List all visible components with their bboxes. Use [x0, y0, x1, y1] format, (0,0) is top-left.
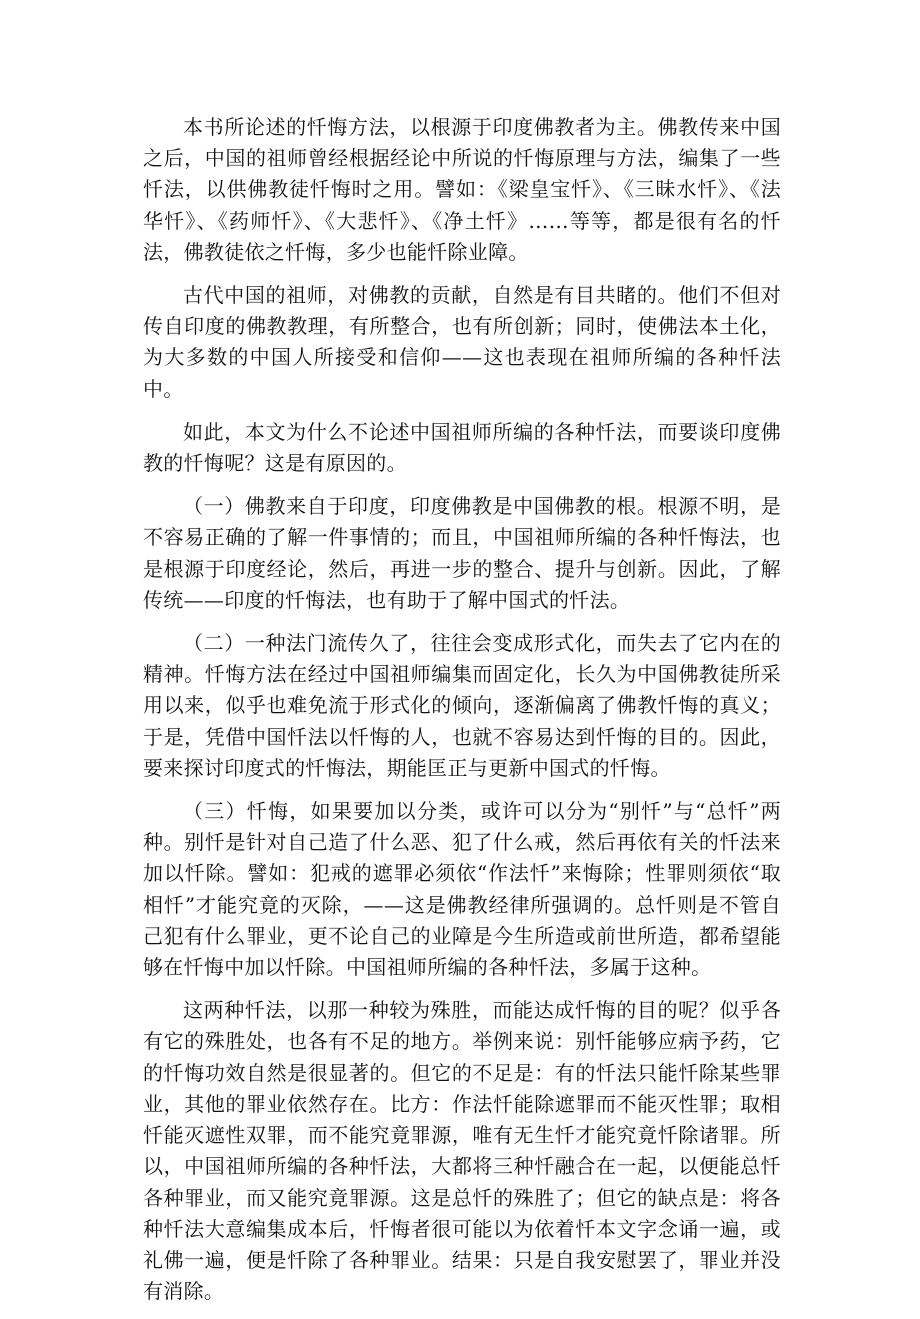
paragraph-question: 如此，本文为什么不论述中国祖师所编的各种忏法，而要谈印度佛教的忏悔呢？这是有原因的。: [143, 419, 781, 476]
paragraph-ancient-masters: 古代中国的祖师，对佛教的贡献，自然是有目共睹的。他们不但对传自印度的佛教教理，有所整合，也有所创新；同时，使佛法本土化，为大多数的中国人所接受和信仰——这也表现在祖师所编的各种忏法中。: [143, 283, 781, 401]
document-page: [143, 112, 781, 1319]
paragraph-comparison: 这两种忏法，以那一种较为殊胜，而能达成忏悔的目的呢？似乎各有它的殊胜处，也各有不足的地方。举例来说：别忏能够应病予药，它的忏悔功效自然是很显著的。但它的不足是：有的忏法只能忏除某些罪业，其他的罪业依然存在。比方：作法忏能除遮罪而不能灭性罪；取相忏能灭遮性双罪，而不能究竟罪源，唯有无生忏才能究竟忏除诸罪。所以，中国祖师所编的各种忏法，大都将三种忏融合在一起，以便能总忏各种罪业，而又能究竟罪源。这是总忏的殊胜了；但它的缺点是：将各种忏法大意编集成本后，忏悔者很可能以为依着忏本文字念诵一遍，或礼佛一遍，便是忏除了各种罪业。结果：只是自我安慰罢了，罪业并没有消除。: [143, 998, 781, 1304]
paragraph-reason-one: （一）佛教来自于印度，印度佛教是中国佛教的根。根源不明，是不容易正确的了解一件事情的；而且，中国祖师所编的各种忏悔法，也是根源于印度经论，然后，再进一步的整合、提升与创新。因此，了解传统——印度的忏悔法，也有助于了解中国式的忏法。: [143, 494, 781, 612]
paragraph-reason-three: （三）忏悔，如果要加以分类，或许可以分为“别忏”与“总忏”两种。别忏是针对自己造了什么恶、犯了什么戒，然后再依有关的忏法来加以忏除。譬如：犯戒的遮罪必须依“作法忏”来悔除；性罪则须依“取相忏”才能究竟的灭除，——这是佛教经律所强调的。总忏则是不管自己犯有什么罪业，更不论自己的业障是今生所造或前世所造，都希望能够在忏悔中加以忏除。中国祖师所编的各种忏法，多属于这种。: [143, 799, 781, 980]
paragraph-reason-two: （二）一种法门流传久了，往往会变成形式化，而失去了它内在的精神。忏悔方法在经过中国祖师编集而固定化，长久为中国佛教徒所采用以来，似乎也难免流于形式化的倾向，逐渐偏离了佛教忏悔的真义；于是，凭借中国忏法以忏悔的人，也就不容易达到忏悔的目的。因此，要来探讨印度式的忏悔法，期能匡正与更新中国式的忏悔。: [143, 631, 781, 780]
paragraph-intro: 本书所论述的忏悔方法，以根源于印度佛教者为主。佛教传来中国之后，中国的祖师曾经根据经论中所说的忏悔原理与方法，编集了一些忏法，以供佛教徒忏悔时之用。譬如：《梁皇宝忏》、《三昧水忏》、《法华忏》、《药师忏》、《大悲忏》、《净土忏》……等等，都是很有名的忏法，佛教徒依之忏悔，多少也能忏除业障。: [143, 115, 781, 264]
